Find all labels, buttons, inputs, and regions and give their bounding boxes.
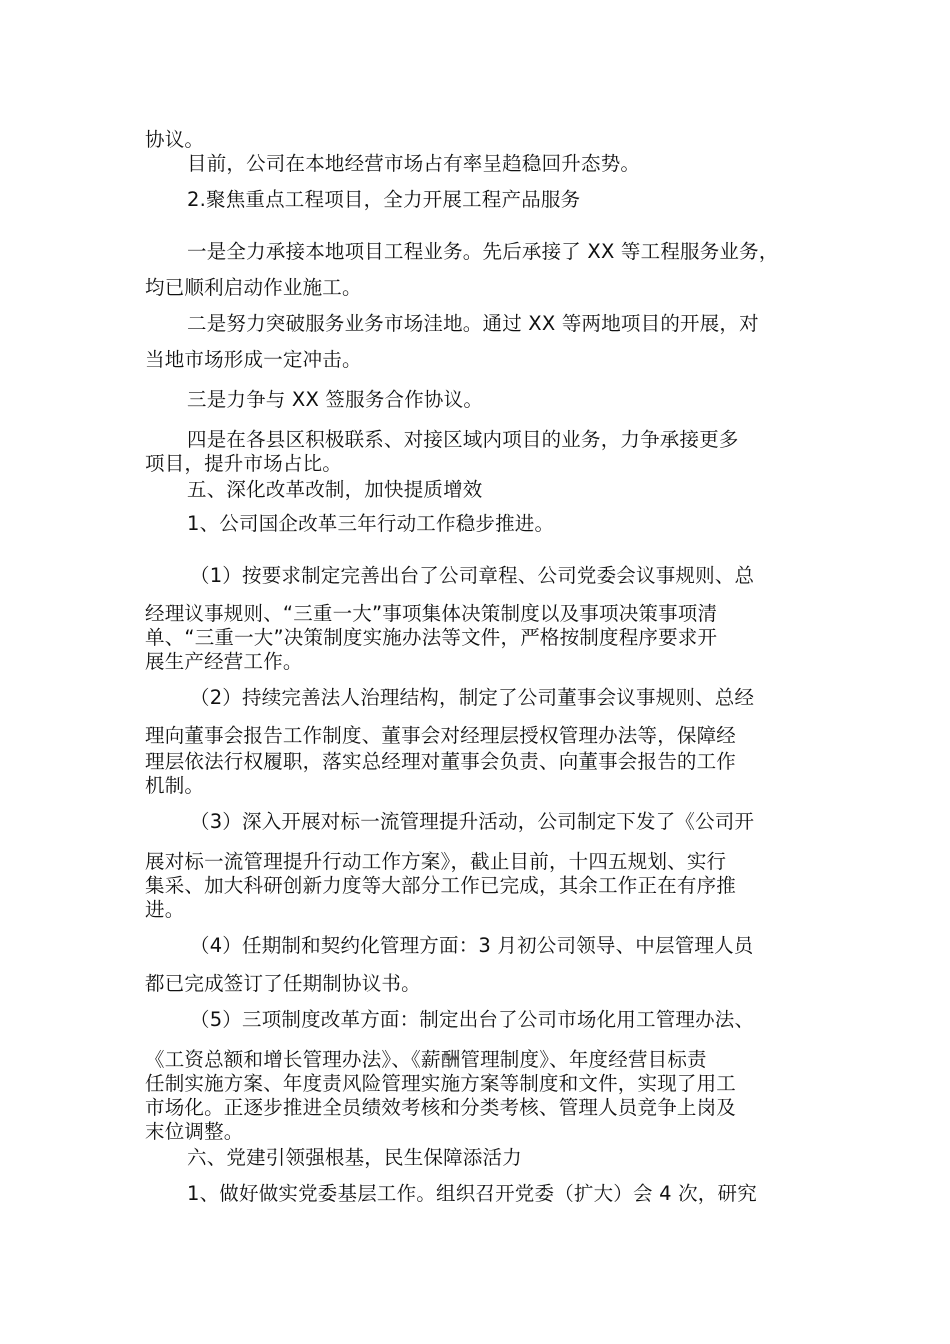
text-line: 理层依法行权履职，落实总经理对董事会负责、向董事会报告的工作 [145,750,737,773]
text-line: 项目，提升市场占比。 [145,452,343,475]
text-line: 集采、加大科研创新力度等大部分工作已完成，其余工作正在有序推 [145,874,737,897]
text-line: （4）任期制和契约化管理方面：3 月初公司领导、中层管理人员 [190,934,754,957]
text-line: 协议。 [145,128,205,151]
text-line: 末位调整。 [145,1120,244,1143]
text-line: 单、“三重一大”决策制度实施办法等文件，严格按制度程序要求开 [145,626,718,649]
section-heading: 六、党建引领强根基，民生保障添活力 [187,1146,522,1169]
text-line: 机制。 [145,774,205,797]
text-line: 进。 [145,898,185,921]
text-line: 都已完成签订了任期制协议书。 [145,972,421,995]
text-line: 展生产经营工作。 [145,650,303,673]
text-line: 一是全力承接本地项目工程业务。先后承接了 XX 等工程服务业务， [187,240,779,263]
text-line: （5）三项制度改革方面：制定出台了公司市场化用工管理办法、 [190,1008,755,1031]
text-line: 《工资总额和增长管理办法》、《薪酬管理制度》、年度经营目标责 [145,1048,707,1071]
text-line: 目前，公司在本地经营市场占有率呈趋稳回升态势。 [187,152,641,175]
text-line: 1、做好做实党委基层工作。组织召开党委（扩大）会 4 次，研究 [187,1182,757,1205]
text-line: （2）持续完善法人治理结构，制定了公司董事会议事规则、总经 [190,686,755,709]
text-line: 展对标一流管理提升行动工作方案》，截止目前，十四五规划、实行 [145,850,727,873]
text-line: 三是力争与 XX 签服务合作协议。 [187,388,484,411]
text-line: 市场化。正逐步推进全员绩效考核和分类考核、管理人员竞争上岗及 [145,1096,737,1119]
text-line: 任制实施方案、年度责风险管理实施方案等制度和文件，实现了用工 [145,1072,737,1095]
text-line: 均已顺利启动作业施工。 [145,276,362,299]
text-line: （3）深入开展对标一流管理提升活动，公司制定下发了《公司开 [190,810,755,833]
section-heading: 1、公司国企改革三年行动工作稳步推进。 [187,512,555,535]
text-line: 四是在各县区积极联系、对接区域内项目的业务，力争承接更多 [187,428,739,451]
section-heading: 2.聚焦重点工程项目，全力开展工程产品服务 [187,188,581,211]
text-line: （1）按要求制定完善出台了公司章程、公司党委会议事规则、总 [190,564,755,587]
text-line: 经理议事规则、“三重一大”事项集体决策制度以及事项决策事项清 [145,602,718,625]
text-line: 当地市场形成一定冲击。 [145,348,362,371]
section-heading: 五、深化改革改制，加快提质增效 [187,478,483,501]
text-line: 二是努力突破服务业务市场洼地。通过 XX 等两地项目的开展，对 [187,312,759,335]
text-line: 理向董事会报告工作制度、董事会对经理层授权管理办法等，保障经 [145,724,737,747]
